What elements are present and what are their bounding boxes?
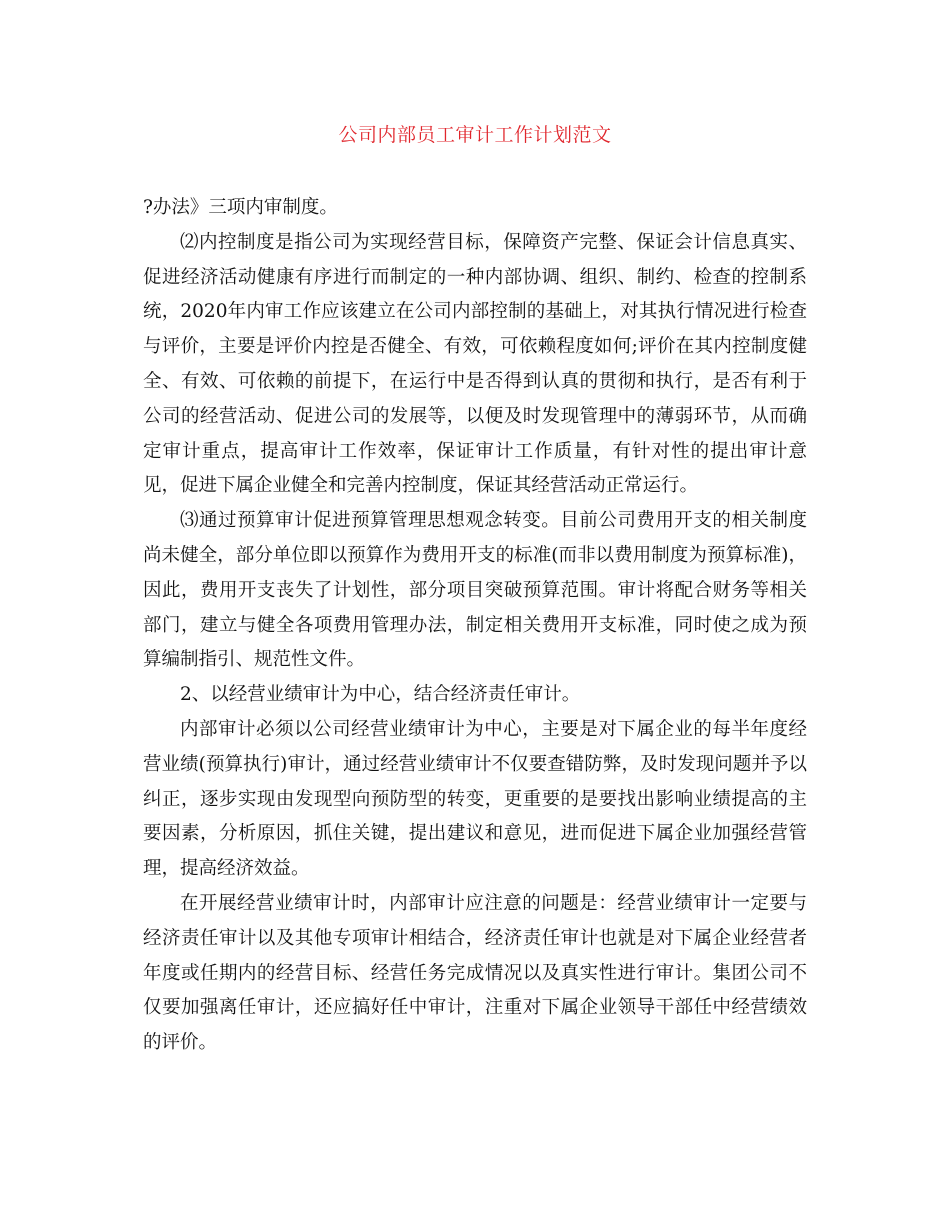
paragraph: ⑶通过预算审计促进预算管理思想观念转变。目前公司费用开支的相关制度尚未健全，部分单位即以预算作为费用开支的标准(而非以费用制度为预算标准)，因此，费用开支丧失了计划性，部分项目突破预算范围。审计将配合财务等相关部门，建立与健全各项费用管理办法，制定相关费用开支标准，同时使之成为预算编制指引、规范性文件。 (143, 510, 807, 671)
document-body (143, 191, 807, 1061)
section-heading: 2、以经营业绩审计为中心，结合经济责任审计。 (180, 684, 581, 706)
document-title: 公司内部员工审计工作计划范文 (338, 124, 612, 146)
paragraph: ?办法》三项内审制度。 (143, 197, 338, 218)
paragraph: 内部审计必须以公司经营业绩审计为中心，主要是对下属企业的每半年度经营业绩(预算执行)审计，通过经营业绩审计不仅要查错防弊，及时发现问题并予以纠正，逐步实现由发现型向预防型的转变，更重要的是要找出影响业绩提高的主要因素，分析原因，抓住关键，提出建议和意见，进而促进下属企业加强经营管理，提高经济效益。 (143, 718, 807, 880)
paragraph: 在开展经营业绩审计时，内部审计应注意的问题是：经营业绩审计一定要与经济责任审计以及其他专项审计相结合，经济责任审计也就是对下属企业经营者年度或任期内的经营目标、经营任务完成情况以及真实性进行审计。集团公司不仅要加强离任审计，还应搞好任中审计，注重对下属企业领导干部任中经营绩效的评价。 (143, 892, 807, 1054)
paragraph: ⑵内控制度是指公司为实现经营目标，保障资产完整、保证会计信息真实、促进经济活动健康有序进行而制定的一种内部协调、组织、制约、检查的控制系统，2020年内审工作应该建立在公司内部控制的基础上，对其执行情况进行检查与评价，主要是评价内控是否健全、有效，可依赖程度如何;评价在其内控制度健全、有效、可依赖的前提下，在运行中是否得到认真的贯彻和执行，是否有利于公司的经营活动、促进公司的发展等，以便及时发现管理中的薄弱环节，从而确定审计重点，提高审计工作效率，保证审计工作质量，有针对性的提出审计意见，促进下属企业健全和完善内控制度，保证其经营活动正常运行。 (143, 231, 807, 497)
